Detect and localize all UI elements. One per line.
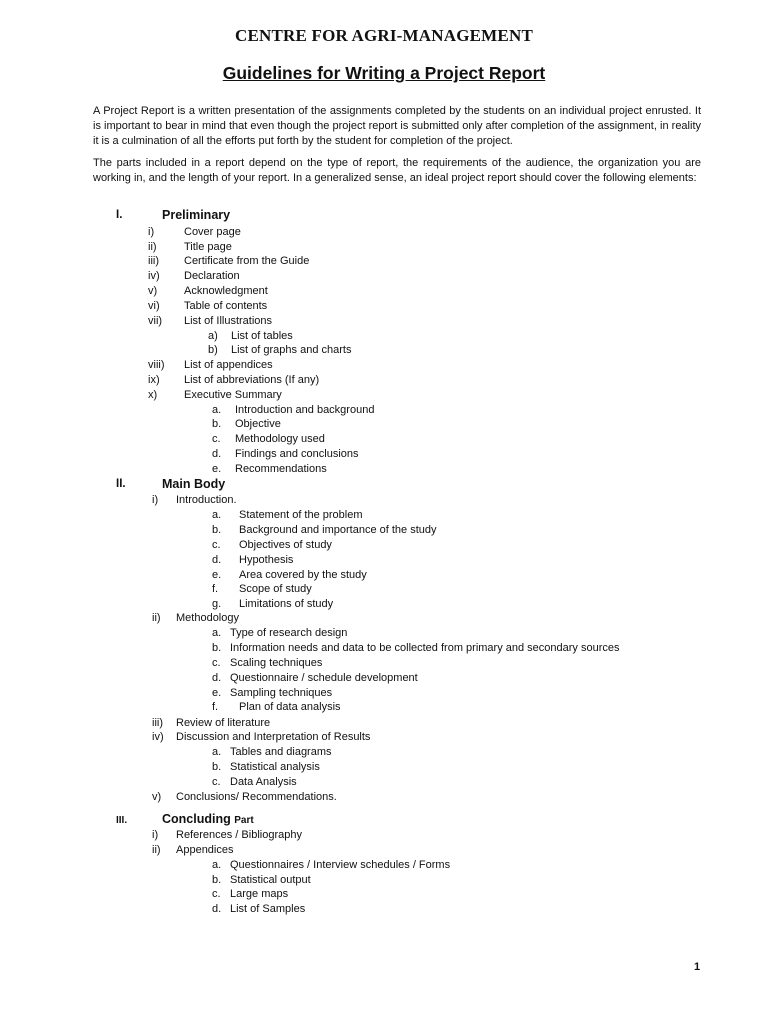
list-subitem: Large maps	[230, 888, 289, 900]
subitem-number: b.	[212, 642, 222, 654]
list-subitem: Questionnaires / Interview schedules / Forms	[230, 859, 451, 871]
subitem-number: f.	[212, 701, 219, 713]
section-numeral: I.	[116, 209, 123, 221]
list-subitem: Information needs and data to be collected from primary and secondary sources	[230, 642, 620, 654]
list-item: Methodology	[176, 612, 239, 624]
list-item: Declaration	[184, 270, 240, 282]
list-subitem: Findings and conclusions	[235, 448, 359, 460]
list-subitem: Statement of the problem	[239, 509, 363, 521]
list-item: References / Bibliography	[176, 829, 302, 841]
subitem-number: b)	[208, 344, 218, 356]
subitem-number: e.	[212, 463, 222, 475]
subitem-number: b.	[212, 418, 222, 430]
section-numeral: III.	[116, 815, 128, 826]
item-number: vi)	[148, 300, 160, 312]
list-subitem: Objective	[235, 418, 281, 430]
list-subitem: Objectives of study	[239, 539, 332, 551]
list-subitem: Statistical analysis	[230, 761, 320, 773]
item-number: ii)	[152, 612, 161, 624]
subitem-number: b.	[212, 524, 222, 536]
item-number: i)	[148, 226, 155, 238]
section-title: Preliminary	[162, 208, 231, 222]
list-item: Discussion and Interpretation of Results	[176, 731, 371, 743]
subitem-number: c.	[212, 433, 221, 445]
list-item: Table of contents	[184, 300, 268, 312]
subitem-number: d.	[212, 672, 222, 684]
intro-paragraph-1: A Project Report is a written presentation of the assignments completed by the students on an individual project enrusted. It is important to bear in mind that even though the project report is submitted only after completion of the assignment, in reality it is a culmination of all the efforts put forth by the student for completion of the project.	[93, 105, 701, 147]
list-item: Introduction.	[176, 494, 237, 506]
list-item: Appendices	[176, 844, 234, 856]
subitem-number: d.	[212, 903, 222, 915]
list-item: Acknowledgment	[184, 285, 268, 297]
subitem-number: e.	[212, 687, 222, 699]
item-number: iii)	[148, 255, 159, 267]
list-item: Executive Summary	[184, 389, 282, 401]
section-title-suffix: Part	[234, 815, 254, 826]
list-subitem: Data Analysis	[230, 776, 297, 788]
document-title: Guidelines for Writing a Project Report	[222, 63, 546, 83]
intro-paragraph-2: The parts included in a report depend on the type of report, the requirements of the audience, the organization you are working in, and the length of your report. In a generalized sense, an ideal project report should cover the following elements:	[93, 157, 701, 184]
subitem-number: a.	[212, 509, 222, 521]
list-item: Cover page	[184, 226, 241, 238]
section-title: Main Body	[162, 477, 226, 491]
page-number: 1	[694, 961, 701, 973]
list-item: List of abbreviations (If any)	[184, 374, 320, 386]
item-number: v)	[148, 285, 158, 297]
item-number: viii)	[148, 359, 165, 371]
list-subitem: Recommendations	[235, 463, 327, 475]
list-subitem: List of Samples	[230, 903, 306, 915]
subitem-number: d.	[212, 448, 222, 460]
subitem-number: a.	[212, 404, 222, 416]
list-item: Review of literature	[176, 717, 271, 729]
list-subitem: Questionnaire / schedule development	[230, 672, 418, 684]
subitem-number: c.	[212, 657, 221, 669]
item-number: iv)	[148, 270, 160, 282]
list-subitem: Hypothesis	[239, 554, 294, 566]
item-number: iv)	[152, 731, 164, 743]
subitem-number: a.	[212, 627, 222, 639]
subitem-number: g.	[212, 598, 222, 610]
list-subitem: Statistical output	[230, 874, 311, 886]
item-number: iii)	[152, 717, 163, 729]
list-subitem: Plan of data analysis	[239, 701, 341, 713]
item-number: ii)	[148, 241, 157, 253]
item-number: x)	[148, 389, 158, 401]
item-number: i)	[152, 829, 159, 841]
list-item: Certificate from the Guide	[184, 255, 310, 267]
list-subitem: Tables and diagrams	[230, 746, 332, 758]
section-numeral: II.	[116, 478, 126, 490]
subitem-number: a)	[208, 330, 218, 342]
subitem-number: d.	[212, 554, 222, 566]
item-number: ii)	[152, 844, 161, 856]
list-subitem: Limitations of study	[239, 598, 334, 610]
subitem-number: a.	[212, 859, 222, 871]
item-number: vii)	[148, 315, 163, 327]
organization-name: CENTRE FOR AGRI-MANAGEMENT	[235, 26, 533, 45]
item-number: i)	[152, 494, 159, 506]
subitem-number: e.	[212, 569, 222, 581]
list-subitem: List of graphs and charts	[231, 344, 352, 356]
item-number: ix)	[148, 374, 160, 386]
list-subitem: Sampling techniques	[230, 687, 333, 699]
subitem-number: c.	[212, 888, 221, 900]
subitem-number: f.	[212, 583, 219, 595]
subitem-number: c.	[212, 776, 221, 788]
item-number: v)	[152, 791, 162, 803]
list-subitem: Type of research design	[230, 627, 348, 639]
list-item: List of Illustrations	[184, 315, 273, 327]
section-title: Concluding Part	[162, 812, 254, 826]
list-subitem: List of tables	[231, 330, 293, 342]
subitem-number: b.	[212, 761, 222, 773]
subitem-number: b.	[212, 874, 222, 886]
list-item: List of appendices	[184, 359, 273, 371]
list-subitem: Scaling techniques	[230, 657, 323, 669]
subitem-number: a.	[212, 746, 222, 758]
list-subitem: Area covered by the study	[239, 569, 367, 581]
list-item: Title page	[184, 241, 232, 253]
list-subitem: Methodology used	[235, 433, 325, 445]
list-subitem: Scope of study	[239, 583, 312, 595]
list-subitem: Introduction and background	[235, 404, 375, 416]
subitem-number: c.	[212, 539, 221, 551]
list-item: Conclusions/ Recommendations.	[176, 791, 337, 803]
list-subitem: Background and importance of the study	[239, 524, 437, 536]
